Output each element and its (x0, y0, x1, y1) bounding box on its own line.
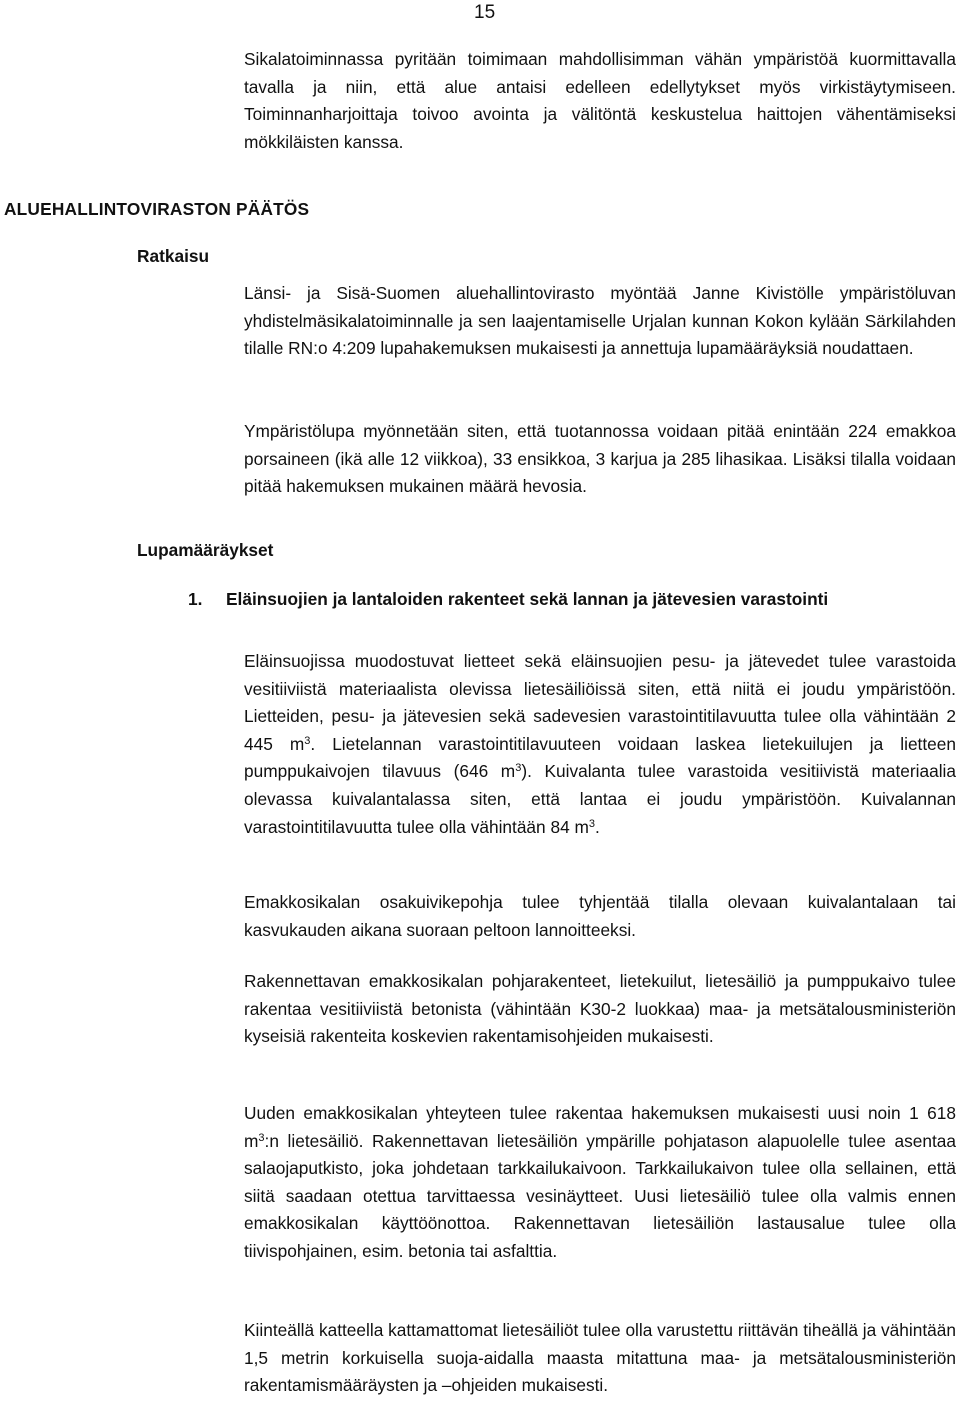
section-1-paragraph-2: Emakkosikalan osakuivikepohja tulee tyhjentää tilalla olevaan kuivalantalaan tai kasvukauden aikana suoraan peltoon lannoitteeksi. (244, 892, 956, 940)
ratkaisu-paragraph-2: Ympäristölupa myönnetään siten, että tuotannossa voidaan pitää enintään 224 emakkoa porsaineen (ikä alle 12 viikkoa), 33 ensikkoa, 3 karjua ja 285 lihasikaa. Lisäksi tilalla voidaan pitää hakemuksen mukainen määrä hevosia. (244, 421, 956, 497)
section-1-paragraph-5: Kiinteällä katteella kattamattomat lietesäiliöt tulee olla varustettu riittävän tiheällä ja vähintään 1,5 metrin korkuisella suoja-aidalla maasta mitattuna maa- ja metsätalousministeriön rakentamismääräysten ja –ohjeiden mukaisesti. (244, 1320, 956, 1396)
decision-heading: ALUEHALLINTOVIRASTON PÄÄTÖS (4, 199, 310, 219)
section-1-number: 1. (188, 589, 203, 609)
intro-paragraph: Sikalatoiminnassa pyritään toimimaan mahdollisimman vähän ympäristöä kuormittavalla tavalla ja niin, että alue antaisi edelleen edellytykset myös virkistäytymiseen. Toiminnanharjoittaja toivoo avointa ja välitöntä keskustelua haittojen vähentämiseksi mökkiläisten kanssa. (244, 49, 956, 152)
ratkaisu-paragraph-1: Länsi- ja Sisä-Suomen aluehallintovirasto myöntää Janne Kivistölle ympäristöluvan yhdistelmäsikalatoiminnalle ja sen laajentamiselle Urjalan kunnan Kokon kylään Särkilahden tilalle RN:o 4:209 lupahakemuksen mukaisesti ja annettuja lupamääräyksiä noudattaen. (244, 283, 956, 359)
lupamaaraykset-heading: Lupamääräykset (137, 540, 274, 560)
section-1-paragraph-3: Rakennettavan emakkosikalan pohjarakenteet, lietekuilut, lietesäiliö ja pumppukaivo tulee rakentaa vesitiiviistä betonista (vähintään K30-2 luokkaa) maa- ja metsätalousministeriön kyseisiä rakenteita koskevien rakentamisohjeiden mukaisesti. (244, 971, 956, 1047)
section-1-paragraph-4: Uuden emakkosikalan yhteyteen tulee rakentaa hakemuksen mukaisesti uusi noin 1 618 $m^3:n$ lietesäiliö. Rakennettavan lietesäiliön ympärille pohjatason alapuolelle tulee asentaa salaojaputkisto, joka johdetaan tarkkailukaivoon. Tarkkailukaivon tulee olla sellainen, että siitä saadaan otettua tarvittaessa vesinäytteet. Uusi lietesäiliö tulee olla valmis ennen emakkosikalan käyttöönottoa. Rakennettavan lietesäiliön lastausalue tulee olla tiivispohjainen, esim. betonia tai asfalttia. (244, 1103, 956, 1261)
section-1-title (188, 589, 828, 610)
ratkaisu-heading: Ratkaisu (137, 246, 210, 266)
page-number: 15 (474, 2, 496, 23)
section-1-title-text: Eläinsuojien ja lantaloiden rakenteet sekä lannan ja jätevesien varastointi (226, 589, 829, 609)
section-1-paragraph-1: Eläinsuojissa muodostuvat lietteet sekä eläinsuojien pesu- ja jätevedet tulee varastoida vesitiiviistä materiaalista olevissa lietesäiliöissä siten, että niitä ei joudu ympäristöön. Lietteiden, pesu- ja jätevesien sekä sadevesien varastointitilavuutta tulee olla vähintään 2 445 $m^3$. Lietelannan varastointitilavuuteen voidaan laskea lietekuilujen ja lietteen pumppukaivojen tilavuus (646 $m^3$). Kuivalanta tulee varastoida vesitiivistä materiaalia olevassa kuivalantalassa siten, että lantaa ei joudu ympäristöön. Kuivalannan varastointitilavuutta tulee olla vähintään 84 $m^3$. (244, 651, 956, 837)
